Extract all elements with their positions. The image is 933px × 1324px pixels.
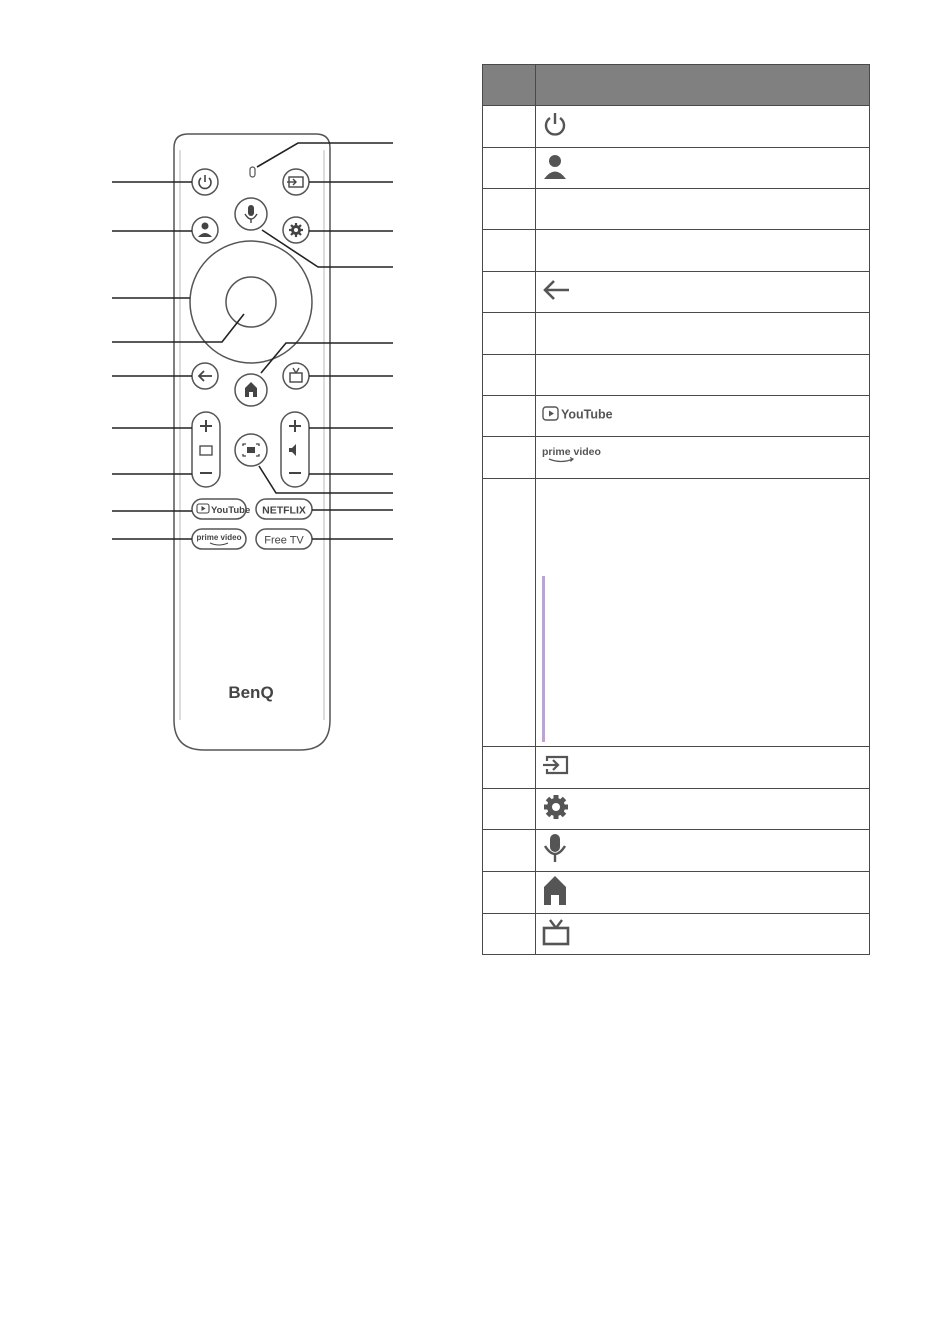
- prime-video-button[interactable]: [192, 529, 246, 549]
- table-row: [483, 914, 870, 955]
- gear-icon: [541, 792, 571, 822]
- netflix-button[interactable]: [256, 499, 312, 519]
- power-icon: [541, 110, 569, 138]
- benq-logo: BenQ: [228, 683, 274, 702]
- note-accent-bar: [542, 576, 545, 742]
- table-header-function: [536, 65, 870, 106]
- dpad-ok-button[interactable]: [226, 277, 276, 327]
- table-header-number: [483, 65, 536, 106]
- picture-rocker[interactable]: [192, 412, 220, 487]
- table-row: [483, 272, 870, 313]
- prime-video-logo-text: prime video: [542, 446, 601, 458]
- home-button[interactable]: [235, 374, 267, 406]
- table-row: [483, 230, 870, 272]
- table-row: [483, 872, 870, 914]
- home-icon: [541, 874, 569, 906]
- prime-video-logo-icon: [541, 444, 605, 466]
- settings-button[interactable]: [283, 217, 309, 243]
- table-row: [483, 396, 870, 437]
- back-arrow-icon: [541, 278, 571, 302]
- button-reference-table: [482, 64, 870, 955]
- microphone-icon: [541, 832, 569, 864]
- user-icon: [541, 152, 569, 180]
- volume-rocker[interactable]: [281, 412, 309, 487]
- power-button[interactable]: [192, 169, 218, 195]
- youtube-button[interactable]: [192, 499, 250, 519]
- free-tv-label: Free TV: [264, 534, 304, 547]
- back-button[interactable]: [192, 363, 218, 389]
- live-tv-button[interactable]: [283, 363, 309, 389]
- prime-video-label: prime video: [196, 533, 242, 542]
- table-row: [483, 747, 870, 789]
- netflix-label: NETFLIX: [262, 504, 306, 517]
- youtube-logo-icon: [541, 404, 613, 424]
- table-row: [483, 830, 870, 872]
- youtube-label: YouTube: [211, 505, 251, 516]
- mic-button[interactable]: [235, 198, 267, 230]
- user-button[interactable]: [192, 217, 218, 243]
- table-row: [483, 313, 870, 355]
- mic-hole: [250, 167, 255, 177]
- table-row: [483, 437, 870, 479]
- table-row: [483, 479, 870, 747]
- input-icon: [541, 753, 571, 777]
- table-row: [483, 355, 870, 396]
- free-tv-button[interactable]: [256, 529, 312, 549]
- table-row: [483, 148, 870, 189]
- table-row: [483, 789, 870, 830]
- table-row: [483, 189, 870, 230]
- table-header-row: [483, 65, 870, 106]
- youtube-logo-text: YouTube: [561, 407, 613, 421]
- left-callouts: [112, 182, 244, 539]
- remote-illustration: [0, 0, 470, 780]
- input-button[interactable]: [283, 169, 309, 195]
- tv-icon: [541, 917, 571, 947]
- table-row: [483, 106, 870, 148]
- screen-button[interactable]: [235, 434, 267, 466]
